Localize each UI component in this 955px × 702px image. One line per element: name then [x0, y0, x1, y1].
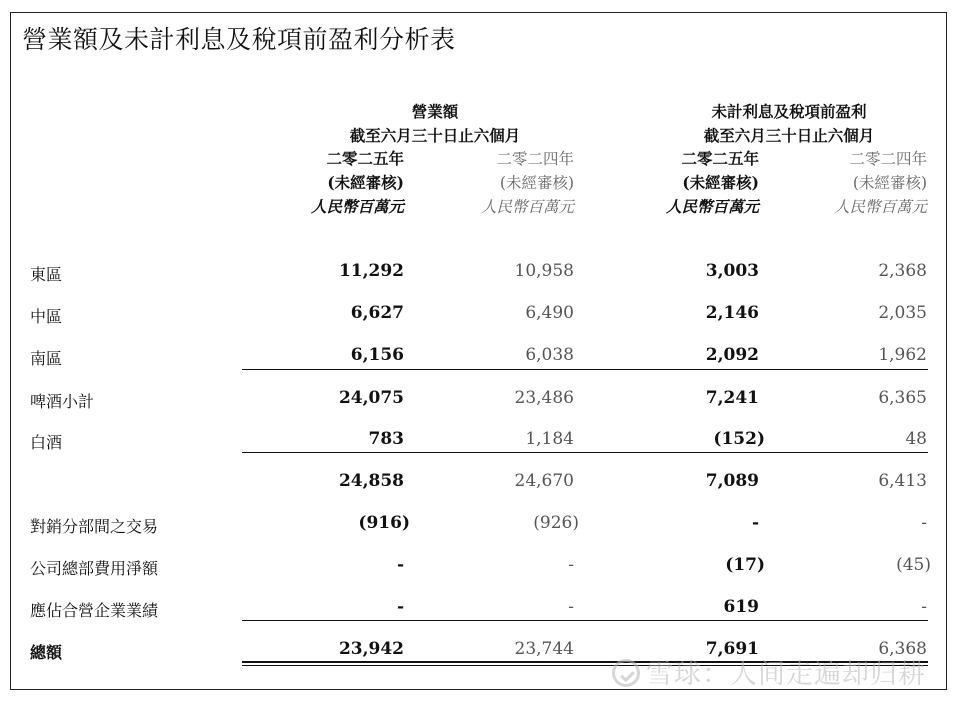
ebit-heading: 未計利息及稅項前盈利 [711, 102, 867, 121]
ebit-2024-value: 1,962 [878, 345, 927, 365]
ebit-2024-value: 2,035 [878, 303, 927, 323]
row-label: 東區 [30, 265, 63, 284]
revenue-heading: 營業額 [411, 102, 459, 121]
ebit-2024-audit: (未經審核) [852, 174, 927, 192]
revenue-2025-value: - [396, 555, 404, 575]
ebit-period: 截至六月三十日止六個月 [703, 126, 875, 145]
watermark-text: 雪球：人间走遍却归耕 [646, 659, 926, 690]
ebit-2024-value: 6,413 [878, 471, 927, 491]
total-divider [242, 452, 928, 453]
ebit-2024-unit: 人民幣百萬元 [833, 198, 927, 216]
revenue-2024-year: 二零二四年 [496, 150, 574, 168]
row-label: 啤酒小計 [30, 392, 95, 411]
ebit-2024-value: 48 [905, 429, 927, 449]
revenue-period: 截至六月三十日止六個月 [349, 126, 521, 145]
revenue-2024-value: 10,958 [514, 261, 574, 281]
ebit-2024-year: 二零二四年 [849, 150, 927, 168]
revenue-2024-value: (926) [533, 513, 579, 533]
ebit-2025-value: 7,089 [705, 471, 759, 491]
ebit-2025-audit: (未經審核) [682, 173, 759, 192]
row-label: 白酒 [30, 433, 63, 452]
ebit-2025-value: 2,146 [705, 303, 759, 323]
ebit-2025-value: (17) [725, 555, 765, 575]
ebit-2024-value: - [921, 513, 927, 533]
revenue-2024-value: 6,038 [525, 345, 574, 365]
ebit-2024-value: (45) [896, 555, 931, 575]
row-label: 總額 [30, 643, 63, 662]
ebit-2024-value: - [921, 597, 927, 617]
row-label: 中區 [30, 307, 63, 326]
revenue-2025-value: 783 [368, 429, 404, 449]
page-title: 營業額及未計利息及稅項前盈利分析表 [22, 25, 456, 54]
ebit-2025-value: (152) [713, 429, 765, 449]
ebit-2024-value: 2,368 [878, 261, 927, 281]
revenue-2025-value: - [396, 597, 404, 617]
revenue-2024-value: 24,670 [514, 471, 574, 491]
ebit-2025-value: 2,092 [705, 345, 759, 365]
revenue-2024-value: - [568, 597, 574, 617]
revenue-2024-audit: (未經審核) [499, 174, 574, 192]
revenue-2025-unit: 人民幣百萬元 [310, 197, 404, 216]
revenue-2025-value: (916) [358, 513, 410, 533]
ebit-2024-value: 6,368 [878, 639, 927, 659]
revenue-2025-value: 11,292 [338, 261, 404, 281]
revenue-2025-year: 二零二五年 [326, 149, 404, 168]
revenue-2025-value: 6,156 [350, 345, 404, 365]
revenue-2024-value: - [568, 555, 574, 575]
grand-total-top-divider [242, 620, 928, 621]
ebit-2025-value: 619 [723, 597, 759, 617]
snowball-logo-icon [612, 659, 640, 687]
revenue-2025-value: 24,075 [338, 388, 404, 408]
revenue-2024-value: 23,486 [514, 388, 574, 408]
revenue-2024-unit: 人民幣百萬元 [480, 198, 574, 216]
watermark [612, 652, 926, 691]
ebit-2024-value: 6,365 [878, 388, 927, 408]
row-label: 公司總部費用淨額 [30, 559, 159, 578]
revenue-2025-value: 23,942 [338, 639, 404, 659]
ebit-2025-value: 7,241 [705, 388, 759, 408]
revenue-2024-value: 1,184 [525, 429, 574, 449]
revenue-2025-audit: (未經審核) [327, 173, 404, 192]
ebit-2025-value: - [751, 513, 759, 533]
row-label: 對銷分部間之交易 [30, 517, 159, 536]
ebit-2025-value: 7,691 [705, 639, 759, 659]
ebit-2025-year: 二零二五年 [681, 149, 759, 168]
row-label: 南區 [30, 349, 63, 368]
revenue-2024-value: 6,490 [525, 303, 574, 323]
revenue-2025-value: 24,858 [338, 471, 404, 491]
ebit-2025-value: 3,003 [705, 261, 759, 281]
revenue-2025-value: 6,627 [350, 303, 404, 323]
revenue-2024-value: 23,744 [514, 639, 574, 659]
ebit-2025-unit: 人民幣百萬元 [665, 197, 759, 216]
subtotal-divider [242, 369, 928, 370]
row-label: 應佔合營企業業績 [30, 601, 159, 620]
